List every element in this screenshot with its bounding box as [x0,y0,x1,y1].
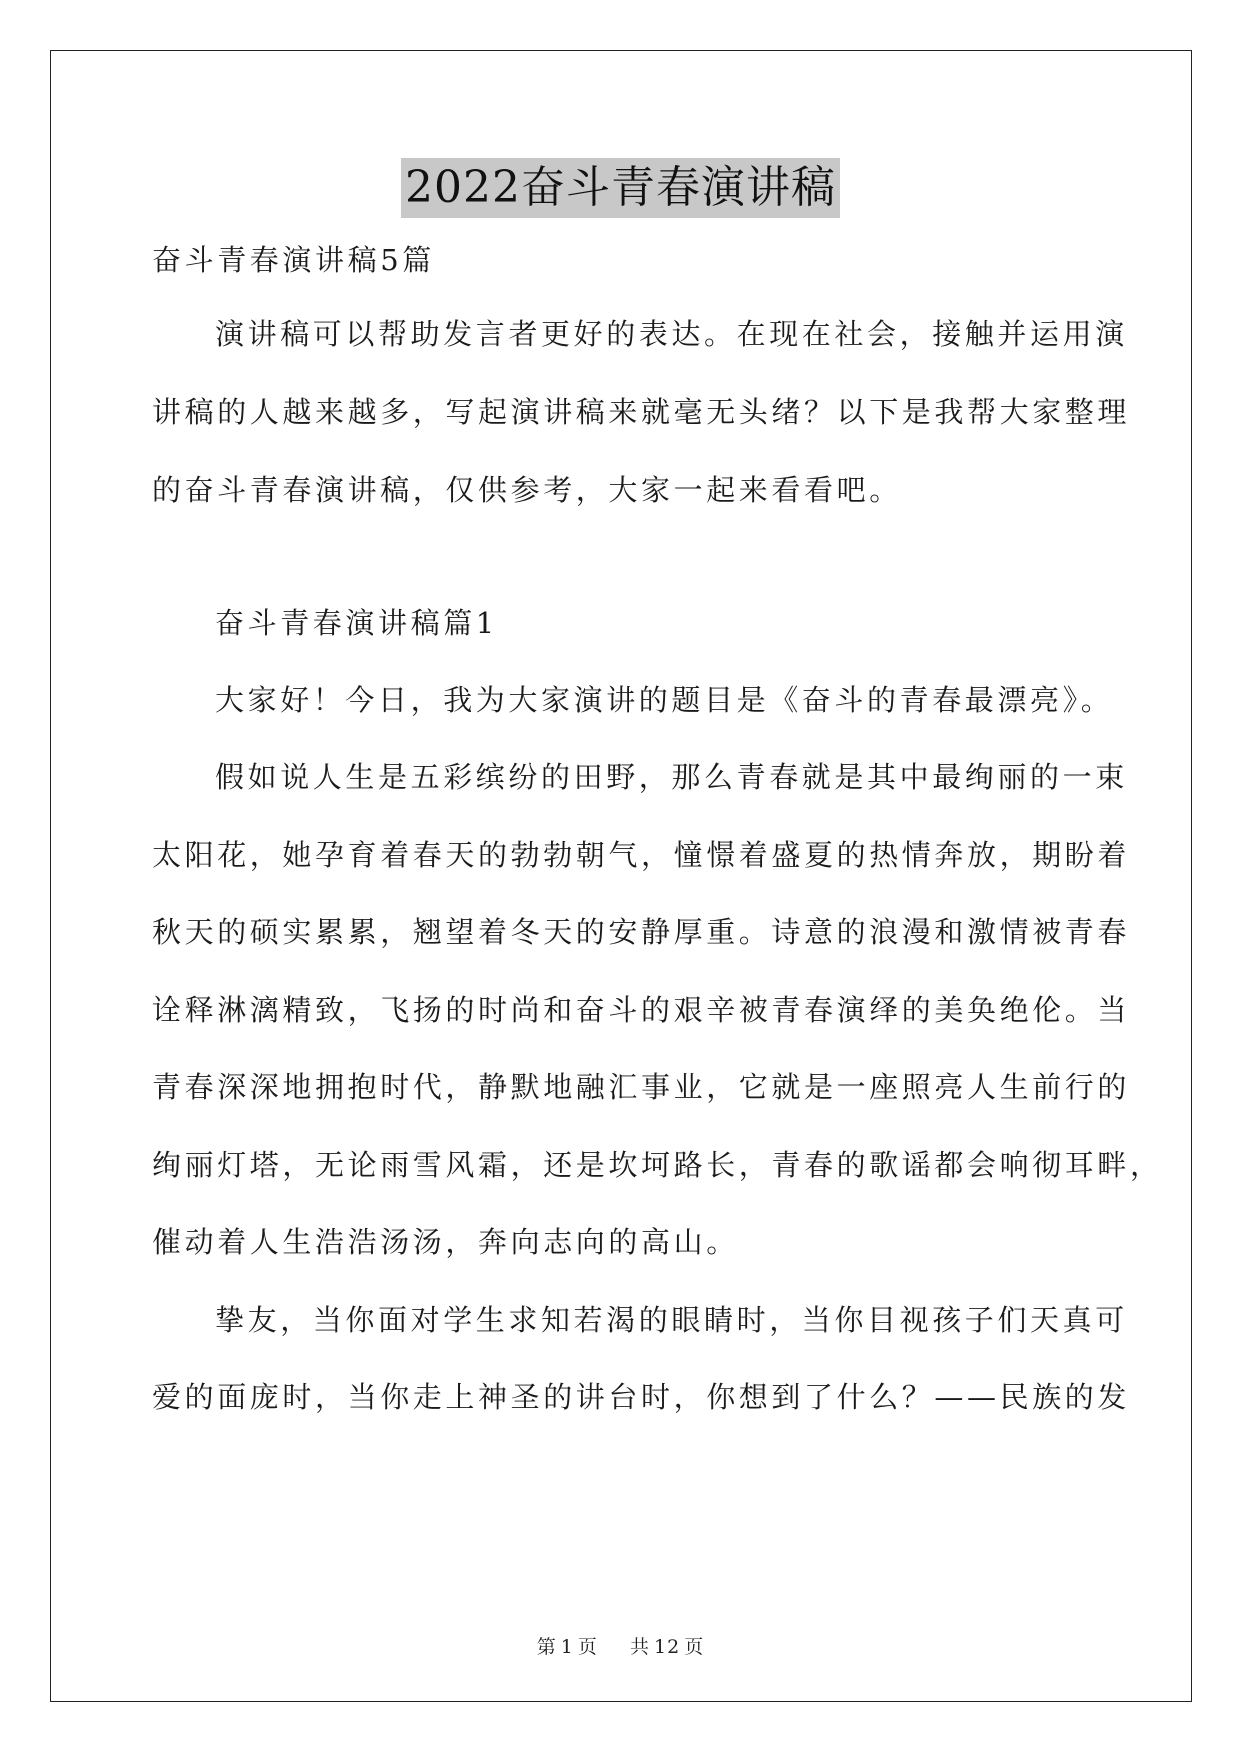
para1-line-7: 催动着人生浩浩汤汤，奔向志向的高山。 [152,1225,739,1259]
para1-line-5: 青春深深地拥抱时代，静默地融汇事业，它就是一座照亮人生前行的 [152,1070,1131,1104]
document-subtitle: 奋斗青春演讲稿5篇 [152,243,435,277]
para1-line-1: 假如说人生是五彩缤纷的田野，那么青春就是其中最绚丽的一束 [215,760,1128,794]
intro-line-1: 演讲稿可以帮助发言者更好的表达。在现在社会，接触并运用演 [215,317,1128,351]
section-heading: 奋斗青春演讲稿篇1 [215,606,498,640]
para1-line-2: 太阳花，她孕育着春天的勃勃朝气，憧憬着盛夏的热情奔放，期盼着 [152,838,1131,872]
total-pages: 12 [654,1636,681,1658]
para1-line-6: 绚丽灯塔，无论雨雪风霜，还是坎坷路长，青春的歌谣都会响彻耳畔， [152,1148,1163,1182]
page-footer [0,1632,1241,1659]
document-title: 2022奋斗青春演讲稿 [401,158,840,218]
para1-line-4: 诠释淋漓精致，飞扬的时尚和奋斗的艰辛被青春演绎的美奂绝伦。当 [152,993,1131,1027]
greeting-line: 大家好！今日，我为大家演讲的题目是《奋斗的青春最漂亮》。 [215,683,1114,717]
intro-line-3: 的奋斗青春演讲稿，仅供参考，大家一起来看看吧。 [152,473,902,507]
total-prefix: 共 [630,1636,651,1658]
page-suffix: 页 [577,1636,598,1658]
title-container [0,158,1241,218]
total-suffix: 页 [684,1636,705,1658]
intro-line-2: 讲稿的人越来越多，写起演讲稿来就毫无头绪？以下是我帮大家整理 [152,395,1131,429]
para2-line-1: 挚友，当你面对学生求知若渴的眼睛时，当你目视孩子们天真可 [215,1303,1128,1337]
page-number: 1 [560,1636,574,1658]
page-border [50,50,1192,1702]
para2-line-2: 爱的面庞时，当你走上神圣的讲台时，你想到了什么？——民族的发 [152,1380,1131,1414]
para1-line-3: 秋天的硕实累累，翘望着冬天的安静厚重。诗意的浪漫和激情被青春 [152,915,1131,949]
page-prefix: 第 [536,1636,557,1658]
